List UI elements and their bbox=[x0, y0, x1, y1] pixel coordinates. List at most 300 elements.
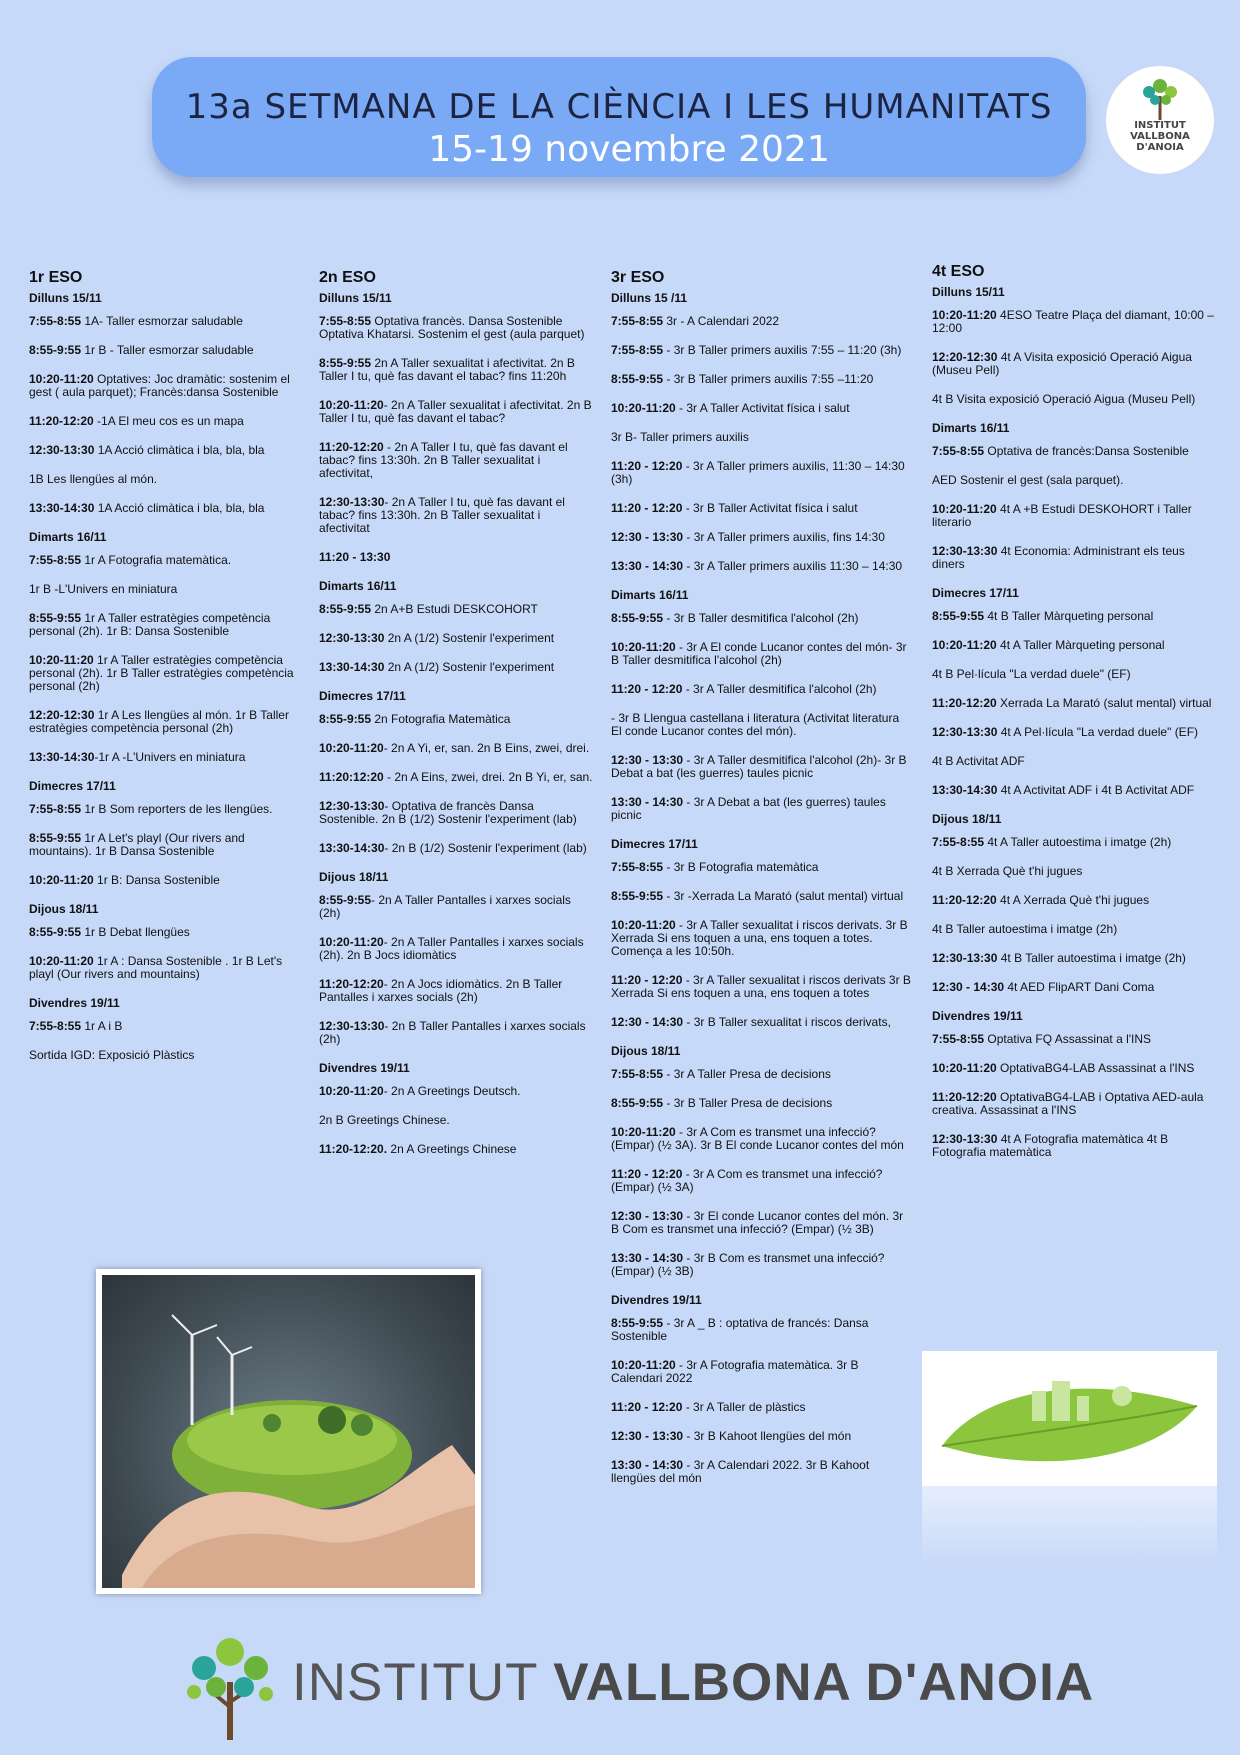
schedule-entry bbox=[29, 926, 299, 939]
schedule-entry bbox=[611, 560, 911, 573]
entry-text: 1B Les llengües al món. bbox=[29, 472, 158, 486]
entry-text: - 3r A Taller Activitat física i salut bbox=[675, 401, 850, 415]
entry-time: 11:20 - 12:20 bbox=[611, 1167, 683, 1181]
entry-time: 11:20-12:20. bbox=[319, 1142, 388, 1156]
entry-time: 12:30-13:30 bbox=[319, 631, 385, 645]
schedule-entry bbox=[932, 726, 1217, 739]
schedule-entry bbox=[319, 603, 594, 616]
entry-text: 1r A Taller estratègies competència personal (2h). 1r B: Dansa Sostenible bbox=[29, 611, 271, 638]
schedule-entry bbox=[319, 357, 594, 383]
leaf-city-photo bbox=[922, 1351, 1217, 1486]
entry-time: 12:30 - 13:30 bbox=[611, 530, 684, 544]
entry-time: 12:30 - 13:30 bbox=[611, 1209, 684, 1223]
entry-time: 10:20-11:20 bbox=[29, 372, 94, 386]
entry-time: 12:30-13:30 bbox=[319, 1019, 385, 1033]
entry-time: 8:55-9:55 bbox=[611, 372, 664, 386]
grade-title: 3r ESO bbox=[611, 269, 665, 286]
schedule-entry bbox=[29, 709, 299, 735]
day-heading: Divendres 19/11 bbox=[611, 1293, 702, 1307]
entry-text: 1r A Let's playl (Our rivers and mountains). 1r B Dansa Sostenible bbox=[29, 831, 245, 858]
entry-text: - 3r A Taller Presa de decisions bbox=[663, 1067, 831, 1081]
entry-text: - 3r A El conde Lucanor contes del món- 3r B Taller desmitifica l'alcohol (2h) bbox=[611, 640, 907, 667]
schedule-entry bbox=[611, 1210, 911, 1236]
entry-text: - 3r B Fotografia matemàtica bbox=[663, 860, 819, 874]
entry-time: 10:20-11:20 bbox=[611, 918, 676, 932]
entry-time: 13:30-14:30 bbox=[319, 841, 385, 855]
entry-text: 1r B Som reporters de les llengües. bbox=[81, 802, 273, 816]
logo-text-line-3: D'ANOIA bbox=[1136, 142, 1184, 153]
entry-text: - Optativa de francès Dansa Sostenible. 2n B (1/2) Sostenir l'experiment (lab) bbox=[319, 799, 577, 826]
schedule-entry bbox=[319, 496, 594, 535]
entry-time: 7:55-8:55 bbox=[319, 314, 372, 328]
entry-text: - 3r B Taller primers auxilis 7:55 –11:20 bbox=[663, 372, 874, 386]
entry-time: 7:55-8:55 bbox=[611, 1067, 664, 1081]
entry-time: 8:55-9:55 bbox=[932, 609, 985, 623]
page-title: 13a SETMANA DE LA CIÈNCIA I LES HUMANITATS bbox=[185, 87, 1053, 127]
entry-time: 12:30 - 13:30 bbox=[611, 1429, 684, 1443]
schedule-entry bbox=[29, 612, 299, 638]
schedule-entry bbox=[29, 315, 299, 328]
entry-time: 8:55-9:55 bbox=[319, 356, 372, 370]
schedule-entry bbox=[932, 697, 1217, 710]
entry-time: 11:20-12:20 bbox=[932, 696, 997, 710]
entry-time: 10:20-11:20 bbox=[932, 502, 997, 516]
schedule-entry bbox=[29, 473, 299, 486]
entry-text: - 3r A Taller primers auxilis 11:30 – 14:30 bbox=[683, 559, 903, 573]
schedule-entry bbox=[29, 751, 299, 764]
entry-time: 10:20-11:20 bbox=[319, 1084, 384, 1098]
schedule-entry bbox=[319, 894, 594, 920]
day-heading: Divendres 19/11 bbox=[29, 996, 120, 1010]
schedule-entry bbox=[29, 502, 299, 515]
schedule-entry bbox=[932, 474, 1217, 487]
entry-time: 12:30 - 14:30 bbox=[611, 1015, 684, 1029]
schedule-entry bbox=[611, 1252, 911, 1278]
schedule-entry bbox=[932, 503, 1217, 529]
schedule-entry bbox=[319, 842, 594, 855]
entry-text: -1r A -L'Univers en miniatura bbox=[94, 750, 246, 764]
entry-time: 8:55-9:55 bbox=[29, 831, 82, 845]
entry-time: 13:30-14:30 bbox=[932, 783, 998, 797]
entry-text: 2n A Greetings Chinese bbox=[387, 1142, 517, 1156]
entry-text: 4t A Taller Màrqueting personal bbox=[996, 638, 1165, 652]
schedule-entry bbox=[932, 952, 1217, 965]
entry-time: 7:55-8:55 bbox=[932, 835, 985, 849]
entry-text: 4t A Taller autoestima i imatge (2h) bbox=[984, 835, 1172, 849]
entry-text: - 3r A Fotografia matemàtica. 3r B Calendari 2022 bbox=[611, 1358, 859, 1385]
entry-time: 11:20-12:20 bbox=[319, 977, 384, 991]
entry-text: -1A El meu cos es un mapa bbox=[93, 414, 244, 428]
schedule-entry bbox=[932, 836, 1217, 849]
entry-time: 10:20-11:20 bbox=[932, 308, 997, 322]
schedule-entry bbox=[611, 919, 911, 958]
entry-text: 4t Economia: Administrant els teus diners bbox=[932, 544, 1185, 571]
entry-text: 1A- Taller esmorzar saludable bbox=[81, 314, 243, 328]
entry-time: 7:55-8:55 bbox=[932, 444, 985, 458]
schedule-entry bbox=[611, 531, 911, 544]
entry-time: 7:55-8:55 bbox=[29, 1019, 82, 1033]
schedule-column-3r-eso bbox=[611, 271, 911, 1501]
schedule-entry bbox=[932, 309, 1217, 335]
schedule-entry bbox=[319, 800, 594, 826]
entry-text: 2n Fotografia Matemàtica bbox=[371, 712, 511, 726]
entry-time: 13:30-14:30 bbox=[29, 750, 95, 764]
entry-time: 7:55-8:55 bbox=[932, 1032, 985, 1046]
entry-text: - 2n A Greetings Deutsch. bbox=[383, 1084, 521, 1098]
day-heading: Dijous 18/11 bbox=[611, 1044, 681, 1058]
schedule-entry bbox=[611, 712, 911, 738]
entry-text: 2n A (1/2) Sostenir l'experiment bbox=[384, 631, 555, 645]
schedule-entry bbox=[319, 936, 594, 962]
entry-text: - 3r A Taller desmitifica l'alcohol (2h) bbox=[682, 682, 877, 696]
entry-text: - 3r -Xerrada La Marató (salut mental) virtual bbox=[663, 889, 904, 903]
entry-text: 1A Acció climàtica i bla, bla, bla bbox=[94, 501, 265, 515]
grade-title: 1r ESO bbox=[29, 269, 83, 286]
schedule-entry bbox=[319, 1085, 594, 1098]
schedule-entry bbox=[29, 554, 299, 567]
schedule-entry bbox=[319, 632, 594, 645]
entry-time: 10:20-11:20 bbox=[319, 398, 384, 412]
entry-text: 1r A i B bbox=[81, 1019, 123, 1033]
entry-text: 4t A Fotografia matemàtica 4t B Fotografia matemàtica bbox=[932, 1132, 1169, 1159]
leaf-photo-reflection bbox=[922, 1486, 1217, 1566]
entry-text: - 3r B Taller desmitifica l'alcohol (2h) bbox=[663, 611, 859, 625]
entry-text: OptativaBG4-LAB Assassinat a l'INS bbox=[996, 1061, 1195, 1075]
schedule-column-2n-eso bbox=[319, 271, 594, 1172]
entry-text: 1A Acció climàtica i bla, bla, bla bbox=[94, 443, 265, 457]
schedule-entry bbox=[29, 344, 299, 357]
schedule-entry bbox=[932, 639, 1217, 652]
entry-text: - 3r B Com es transmet una infecció? (Empar) (½ 3B) bbox=[611, 1251, 885, 1278]
entry-time: 11:20 - 12:20 bbox=[611, 459, 683, 473]
entry-text: - 3r A Com es transmet una infecció? (Empar) (½ 3A). 3r B El conde Lucanor contes del món bbox=[611, 1125, 904, 1152]
schedule-entry bbox=[29, 955, 299, 981]
schedule-column-1r-eso bbox=[29, 271, 299, 1078]
entry-time: 11:20-12:20 bbox=[319, 440, 384, 454]
schedule-entry bbox=[611, 402, 911, 415]
footer-name-light: INSTITUT bbox=[292, 1653, 554, 1712]
entry-text: - 2n A Taller sexualitat i afectivitat. 2n B Taller I tu, què fas davant el tabac? bbox=[319, 398, 592, 425]
entry-text: - 2n A Taller I tu, què fas davant el tabac? fins 13:30h. 2n B Taller sexualitat i afectivitat, bbox=[319, 440, 568, 480]
entry-text: - 2n B (1/2) Sostenir l'experiment (lab) bbox=[384, 841, 587, 855]
entry-text: - 3r A Taller de plàstics bbox=[682, 1400, 806, 1414]
entry-text: AED Sostenir el gest (sala parquet). bbox=[932, 473, 1124, 487]
green-leaf-image bbox=[922, 1351, 1217, 1486]
schedule-entry bbox=[932, 393, 1217, 406]
schedule-entry bbox=[611, 1016, 911, 1029]
entry-text: - 2n A Taller Pantalles i xarxes socials (2h). 2n B Jocs idiomàtics bbox=[319, 935, 584, 962]
entry-text: 1r A Taller estratègies competència personal (2h). 1r B Taller estratègies competència personal (2h) bbox=[29, 653, 294, 693]
schedule-entry bbox=[611, 1359, 911, 1385]
day-heading: Dimarts 16/11 bbox=[29, 530, 107, 544]
entry-text: Optativa FQ Assassinat a l'INS bbox=[984, 1032, 1152, 1046]
schedule-entry bbox=[29, 1020, 299, 1033]
entry-text: - 3r B Taller primers auxilis 7:55 – 11:20 (3h) bbox=[663, 343, 902, 357]
entry-time: 10:20-11:20 bbox=[29, 954, 94, 968]
schedule-entry bbox=[319, 1114, 594, 1127]
entry-text: 2n A+B Estudi DESKCOHORT bbox=[371, 602, 538, 616]
schedule-entry bbox=[29, 832, 299, 858]
entry-text: 1r B -L'Univers en miniatura bbox=[29, 582, 178, 596]
day-heading: Dilluns 15/11 bbox=[319, 291, 392, 305]
entry-text: - 3r A Taller sexualitat i riscos derivats. 3r B Xerrada Si ens toquen a una, ens toquen a totes. Comença a les 10:50h. bbox=[611, 918, 908, 958]
entry-time: 8:55-9:55 bbox=[611, 1096, 664, 1110]
entry-time: 12:30 - 14:30 bbox=[932, 980, 1005, 994]
entry-time: 13:30 - 14:30 bbox=[611, 795, 684, 809]
entry-text: - 3r A _ B : optativa de francés: Dansa Sostenible bbox=[611, 1316, 869, 1343]
day-heading: Divendres 19/11 bbox=[932, 1009, 1023, 1023]
entry-time: 13:30 - 14:30 bbox=[611, 1251, 684, 1265]
schedule-entry bbox=[611, 1068, 911, 1081]
entry-time: 12:30 - 13:30 bbox=[611, 753, 684, 767]
tree-logo-icon bbox=[1135, 76, 1185, 120]
entry-text: - 3r B Llengua castellana i literatura (Activitat literatura El conde Lucanor contes del món). bbox=[611, 711, 900, 738]
entry-time: 10:20-11:20 bbox=[319, 741, 384, 755]
entry-time: 8:55-9:55 bbox=[319, 893, 372, 907]
entry-time: 8:55-9:55 bbox=[611, 611, 664, 625]
entry-time: 11:20 - 12:20 bbox=[611, 501, 683, 515]
entry-time: 8:55-9:55 bbox=[611, 889, 664, 903]
schedule-entry bbox=[611, 1126, 911, 1152]
schedule-entry bbox=[29, 803, 299, 816]
entry-time: 11:20 - 12:20 bbox=[611, 973, 683, 987]
schedule-entry bbox=[319, 551, 594, 564]
schedule-entry bbox=[29, 583, 299, 596]
schedule-entry bbox=[611, 861, 911, 874]
entry-time: 11:20-12:20 bbox=[932, 893, 997, 907]
entry-time: 11:20 - 12:20 bbox=[611, 1400, 683, 1414]
entry-time: 12:20-12:30 bbox=[29, 708, 95, 722]
schedule-entry bbox=[932, 445, 1217, 458]
entry-text: 1r B: Dansa Sostenible bbox=[93, 873, 220, 887]
entry-text: 4t B Visita exposició Operació Aigua (Museu Pell) bbox=[932, 392, 1196, 406]
entry-time: 12:20-12:30 bbox=[932, 350, 998, 364]
entry-text: - 2n A Taller I tu, què fas davant el tabac? fins 13:30h. 2n B Taller sexualitat i afectivitat bbox=[319, 495, 565, 535]
entry-text: - 3r A Debat a bat (les guerres) taules picnic bbox=[611, 795, 886, 822]
schedule-entry bbox=[319, 771, 594, 784]
day-heading: Dilluns 15/11 bbox=[29, 291, 102, 305]
entry-time: 10:20-11:20 bbox=[611, 640, 676, 654]
entry-text: 4t AED FlipART Dani Coma bbox=[1004, 980, 1155, 994]
entry-text: - 2n B Taller Pantalles i xarxes socials (2h) bbox=[319, 1019, 586, 1046]
entry-time: 10:20-11:20 bbox=[932, 1061, 997, 1075]
schedule-entry bbox=[611, 1401, 911, 1414]
day-heading: Divendres 19/11 bbox=[319, 1061, 410, 1075]
entry-time: 8:55-9:55 bbox=[611, 1316, 664, 1330]
entry-time: 10:20-11:20 bbox=[611, 1358, 676, 1372]
day-heading: Dimecres 17/11 bbox=[29, 779, 116, 793]
entry-time: 10:20-11:20 bbox=[611, 401, 676, 415]
entry-time: 8:55-9:55 bbox=[29, 611, 82, 625]
day-heading: Dimecres 17/11 bbox=[932, 586, 1019, 600]
entry-text: 4t B Activitat ADF bbox=[932, 754, 1025, 768]
school-logo bbox=[1106, 66, 1214, 174]
schedule-entry bbox=[932, 610, 1217, 623]
schedule-column-4t-eso bbox=[932, 265, 1217, 1175]
day-heading: Dijous 18/11 bbox=[319, 870, 389, 884]
schedule-entry bbox=[611, 796, 911, 822]
entry-text: 1r B - Taller esmorzar saludable bbox=[81, 343, 254, 357]
schedule-entry bbox=[932, 894, 1217, 907]
schedule-entry bbox=[611, 754, 911, 780]
schedule-entry bbox=[319, 399, 594, 425]
schedule-entry bbox=[319, 978, 594, 1004]
logo-text-line-2: VALLBONA bbox=[1130, 131, 1190, 142]
schedule-entry bbox=[29, 373, 299, 399]
day-heading: Dijous 18/11 bbox=[29, 902, 99, 916]
entry-text: 4t B Pel·lícula "La verdad duele" (EF) bbox=[932, 667, 1131, 681]
schedule-entry bbox=[932, 1062, 1217, 1075]
entry-text: Optativa de francès:Dansa Sostenible bbox=[984, 444, 1189, 458]
schedule-entry bbox=[932, 351, 1217, 377]
event-dates: 15-19 novembre 2021 bbox=[428, 129, 830, 170]
entry-text: 4t A Xerrada Què t'hi jugues bbox=[996, 893, 1150, 907]
day-heading: Dimarts 16/11 bbox=[932, 421, 1010, 435]
entry-time: 11:20 - 12:20 bbox=[611, 682, 683, 696]
entry-text: 4t A Activitat ADF i 4t B Activitat ADF bbox=[997, 783, 1195, 797]
entry-time: 11:20 - 13:30 bbox=[319, 550, 391, 564]
entry-time: 7:55-8:55 bbox=[29, 314, 82, 328]
day-heading: Dilluns 15/11 bbox=[932, 285, 1005, 299]
hands-earth-photo bbox=[96, 1269, 481, 1594]
schedule-entry bbox=[932, 784, 1217, 797]
entry-time: 13:30-14:30 bbox=[319, 660, 385, 674]
entry-time: 11:20:12:20 bbox=[319, 770, 384, 784]
entry-text: 1r B Debat llengües bbox=[81, 925, 190, 939]
entry-time: 12:30-13:30 bbox=[319, 495, 385, 509]
entry-text: 3r - A Calendari 2022 bbox=[663, 314, 780, 328]
schedule-entry bbox=[611, 1168, 911, 1194]
entry-text: - 3r A Taller primers auxilis, fins 14:30 bbox=[683, 530, 885, 544]
schedule-entry bbox=[611, 344, 911, 357]
schedule-entry bbox=[611, 460, 911, 486]
entry-text: 4t B Taller Màrqueting personal bbox=[984, 609, 1154, 623]
schedule-entry bbox=[319, 713, 594, 726]
entry-text: Optatives: Joc dramàtic: sostenim el gest ( aula parquet); Francès:dansa Sostenible bbox=[29, 372, 290, 399]
schedule-entry bbox=[29, 1049, 299, 1062]
entry-text: 4ESO Teatre Plaça del diamant, 10:00 – 12:00 bbox=[932, 308, 1214, 335]
footer-tree-icon bbox=[182, 1632, 278, 1742]
entry-time: 7:55-8:55 bbox=[611, 343, 664, 357]
entry-text: - 2n A Jocs idiomàtics. 2n B Taller Pantalles i xarxes socials (2h) bbox=[319, 977, 563, 1004]
entry-text: - 3r B Taller Presa de decisions bbox=[663, 1096, 833, 1110]
earth-in-hands-image bbox=[102, 1275, 475, 1588]
entry-time: 7:55-8:55 bbox=[611, 860, 664, 874]
entry-time: 8:55-9:55 bbox=[319, 602, 372, 616]
day-heading: Dilluns 15 /11 bbox=[611, 291, 688, 305]
entry-text: - 3r B Taller Activitat física i salut bbox=[682, 501, 858, 515]
entry-text: Optativa francès. Dansa Sostenible Optativa Khatarsi. Sostenim el gest (aula parquet) bbox=[319, 314, 585, 341]
entry-text: - 2n A Yi, er, san. 2n B Eins, zwei, drei. bbox=[383, 741, 590, 755]
schedule-entry bbox=[932, 923, 1217, 936]
entry-text: 4t B Taller autoestima i imatge (2h) bbox=[997, 951, 1186, 965]
title-banner bbox=[152, 57, 1086, 177]
entry-time: 13:30 - 14:30 bbox=[611, 1458, 684, 1472]
footer-logo bbox=[182, 1632, 1095, 1742]
entry-text: OptativaBG4-LAB i Optativa AED-aula creativa. Assassinat a l'INS bbox=[932, 1090, 1204, 1117]
entry-text: 4t B Taller autoestima i imatge (2h) bbox=[932, 922, 1118, 936]
schedule-entry bbox=[611, 890, 911, 903]
schedule-entry bbox=[611, 1097, 911, 1110]
entry-text: - 3r A Calendari 2022. 3r B Kahoot llengües del món bbox=[611, 1458, 870, 1485]
entry-time: 13:30-14:30 bbox=[29, 501, 95, 515]
entry-text: 2n B Greetings Chinese. bbox=[319, 1113, 450, 1127]
entry-text: 4t A Visita exposició Operació Aigua (Museu Pell) bbox=[932, 350, 1192, 377]
entry-time: 7:55-8:55 bbox=[29, 553, 82, 567]
schedule-entry bbox=[29, 415, 299, 428]
schedule-entry bbox=[29, 444, 299, 457]
entry-time: 8:55-9:55 bbox=[29, 925, 82, 939]
entry-time: 10:20-11:20 bbox=[319, 935, 384, 949]
schedule-entry bbox=[932, 1091, 1217, 1117]
schedule-entry bbox=[932, 755, 1217, 768]
schedule-entry bbox=[611, 373, 911, 386]
entry-time: 10:20-11:20 bbox=[29, 653, 94, 667]
entry-time: 12:30-13:30 bbox=[932, 725, 998, 739]
entry-time: 12:30-13:30 bbox=[932, 1132, 998, 1146]
day-heading: Dijous 18/11 bbox=[932, 812, 1002, 826]
schedule-entry bbox=[932, 981, 1217, 994]
schedule-entry bbox=[932, 545, 1217, 571]
entry-text: - 3r A Com es transmet una infecció? (Empar) (½ 3A) bbox=[611, 1167, 883, 1194]
entry-text: - 3r B Kahoot llengües del món bbox=[683, 1429, 852, 1443]
entry-text: - 2n A Taller Pantalles i xarxes socials (2h) bbox=[319, 893, 571, 920]
schedule-entry bbox=[611, 683, 911, 696]
entry-text: - 2n A Eins, zwei, drei. 2n B Yi, er, san. bbox=[383, 770, 593, 784]
schedule-entry bbox=[611, 315, 911, 328]
entry-text: 1r A : Dansa Sostenible . 1r B Let's playl (Our rivers and mountains) bbox=[29, 954, 283, 981]
entry-time: 10:20-11:20 bbox=[932, 638, 997, 652]
logo-text-line-1: INSTITUT bbox=[1134, 120, 1186, 131]
entry-text: Sortida IGD: Exposició Plàstics bbox=[29, 1048, 195, 1062]
schedule-entry bbox=[319, 441, 594, 480]
entry-time: 12:30-13:30 bbox=[932, 544, 998, 558]
schedule-entry bbox=[932, 1133, 1217, 1159]
grade-title: 2n ESO bbox=[319, 269, 376, 286]
entry-time: 12:30-13:30 bbox=[29, 443, 95, 457]
entry-text: - 3r A Taller desmitifica l'alcohol (2h)- 3r B Debat a bat (les guerres) taules picnic bbox=[611, 753, 907, 780]
entry-text: 1r A Fotografia matemàtica. bbox=[81, 553, 232, 567]
schedule-entry bbox=[319, 661, 594, 674]
day-heading: Dimarts 16/11 bbox=[611, 588, 689, 602]
schedule-entry bbox=[611, 1459, 911, 1485]
schedule-entry bbox=[611, 1430, 911, 1443]
schedule-entry bbox=[932, 1033, 1217, 1046]
schedule-entry bbox=[932, 865, 1217, 878]
entry-time: 13:30 - 14:30 bbox=[611, 559, 684, 573]
entry-text: 2n A Taller sexualitat i afectivitat. 2n B Taller I tu, què fas davant el tabac? fins 11:20h bbox=[319, 356, 575, 383]
entry-time: 7:55-8:55 bbox=[29, 802, 82, 816]
entry-time: 8:55-9:55 bbox=[319, 712, 372, 726]
schedule-entry bbox=[932, 668, 1217, 681]
schedule-entry bbox=[319, 315, 594, 341]
entry-text: - 3r B Taller sexualitat i riscos derivats, bbox=[683, 1015, 891, 1029]
day-heading: Dimecres 17/11 bbox=[611, 837, 698, 851]
entry-time: 12:30-13:30 bbox=[319, 799, 385, 813]
schedule-entry bbox=[611, 612, 911, 625]
entry-time: 12:30-13:30 bbox=[932, 951, 998, 965]
entry-time: 10:20-11:20 bbox=[29, 873, 94, 887]
entry-text: - 3r A Taller sexualitat i riscos derivats 3r B Xerrada Si ens toquen a una, ens toquen a totes bbox=[611, 973, 911, 1000]
footer-school-name bbox=[292, 1652, 1094, 1713]
entry-time: 7:55-8:55 bbox=[611, 314, 664, 328]
entry-time: 8:55-9:55 bbox=[29, 343, 82, 357]
entry-text: 1r A Les llengües al món. 1r B Taller estratègies competència personal (2h) bbox=[29, 708, 289, 735]
entry-time: 11:20-12:20 bbox=[29, 414, 94, 428]
entry-time: 10:20-11:20 bbox=[611, 1125, 676, 1139]
day-heading: Dimecres 17/11 bbox=[319, 689, 406, 703]
entry-time: 11:20-12:20 bbox=[932, 1090, 997, 1104]
